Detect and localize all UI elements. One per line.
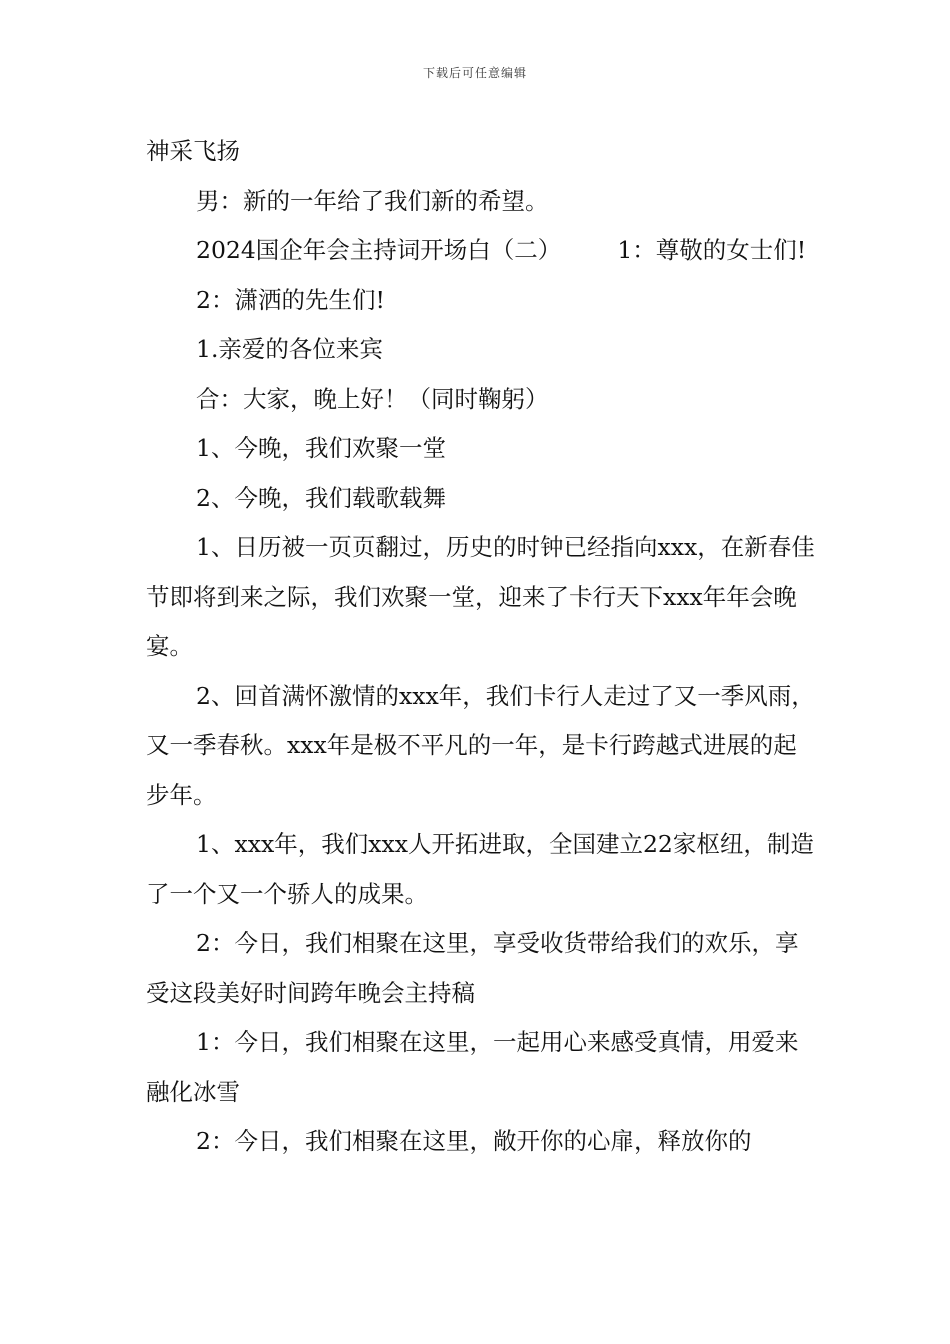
paragraph: 2：今日，我们相聚在这里，敞开你的心扉，释放你的 (196, 1127, 752, 1155)
paragraph: 1.亲爱的各位来宾 (196, 335, 383, 363)
paragraph (146, 226, 818, 276)
paragraph: 合：大家，晚上好！（同时鞠躬） (196, 384, 549, 413)
paragraph-segment: 2024国企年会主持词开场白（二） (196, 236, 562, 264)
paragraph: 2、回首满怀激情的xxx年，我们卡行人走过了又一季风雨，又一季春秋。xxx年是极不平凡的一年，是卡行跨越式进展的起步年。 (146, 681, 815, 809)
paragraph-segment: 1：尊敬的女士们! (617, 236, 807, 264)
paragraph: 2、今晚，我们载歌载舞 (196, 483, 446, 512)
paragraph: 1、今晚，我们欢聚一堂 (196, 434, 446, 462)
paragraph: 1、日历被一页页翻过，历史的时钟已经指向xxx，在新春佳节即将到来之际，我们欢聚一堂，迎来了卡行天下xxx年年会晚宴。 (146, 533, 815, 660)
paragraph: 1：今日，我们相聚在这里，一起用心来感受真情，用爱来融化冰雪 (146, 1028, 799, 1106)
paragraph-title: 神采飞扬 (146, 137, 240, 165)
paragraph: 1、xxx年，我们xxx人开拓进取，全国建立22家枢纽，制造了一个又一个骄人的成果。 (146, 830, 814, 908)
page-header-note: 下载后可任意编辑 (422, 66, 527, 80)
document-body (146, 127, 818, 1167)
paragraph: 2：今日，我们相聚在这里，享受收货带给我们的欢乐，享受这段美好时间跨年晚会主持稿 (146, 929, 799, 1007)
paragraph: 男：新的一年给了我们新的希望。 (196, 186, 549, 215)
paragraph: 2：潇洒的先生们! (196, 285, 385, 314)
